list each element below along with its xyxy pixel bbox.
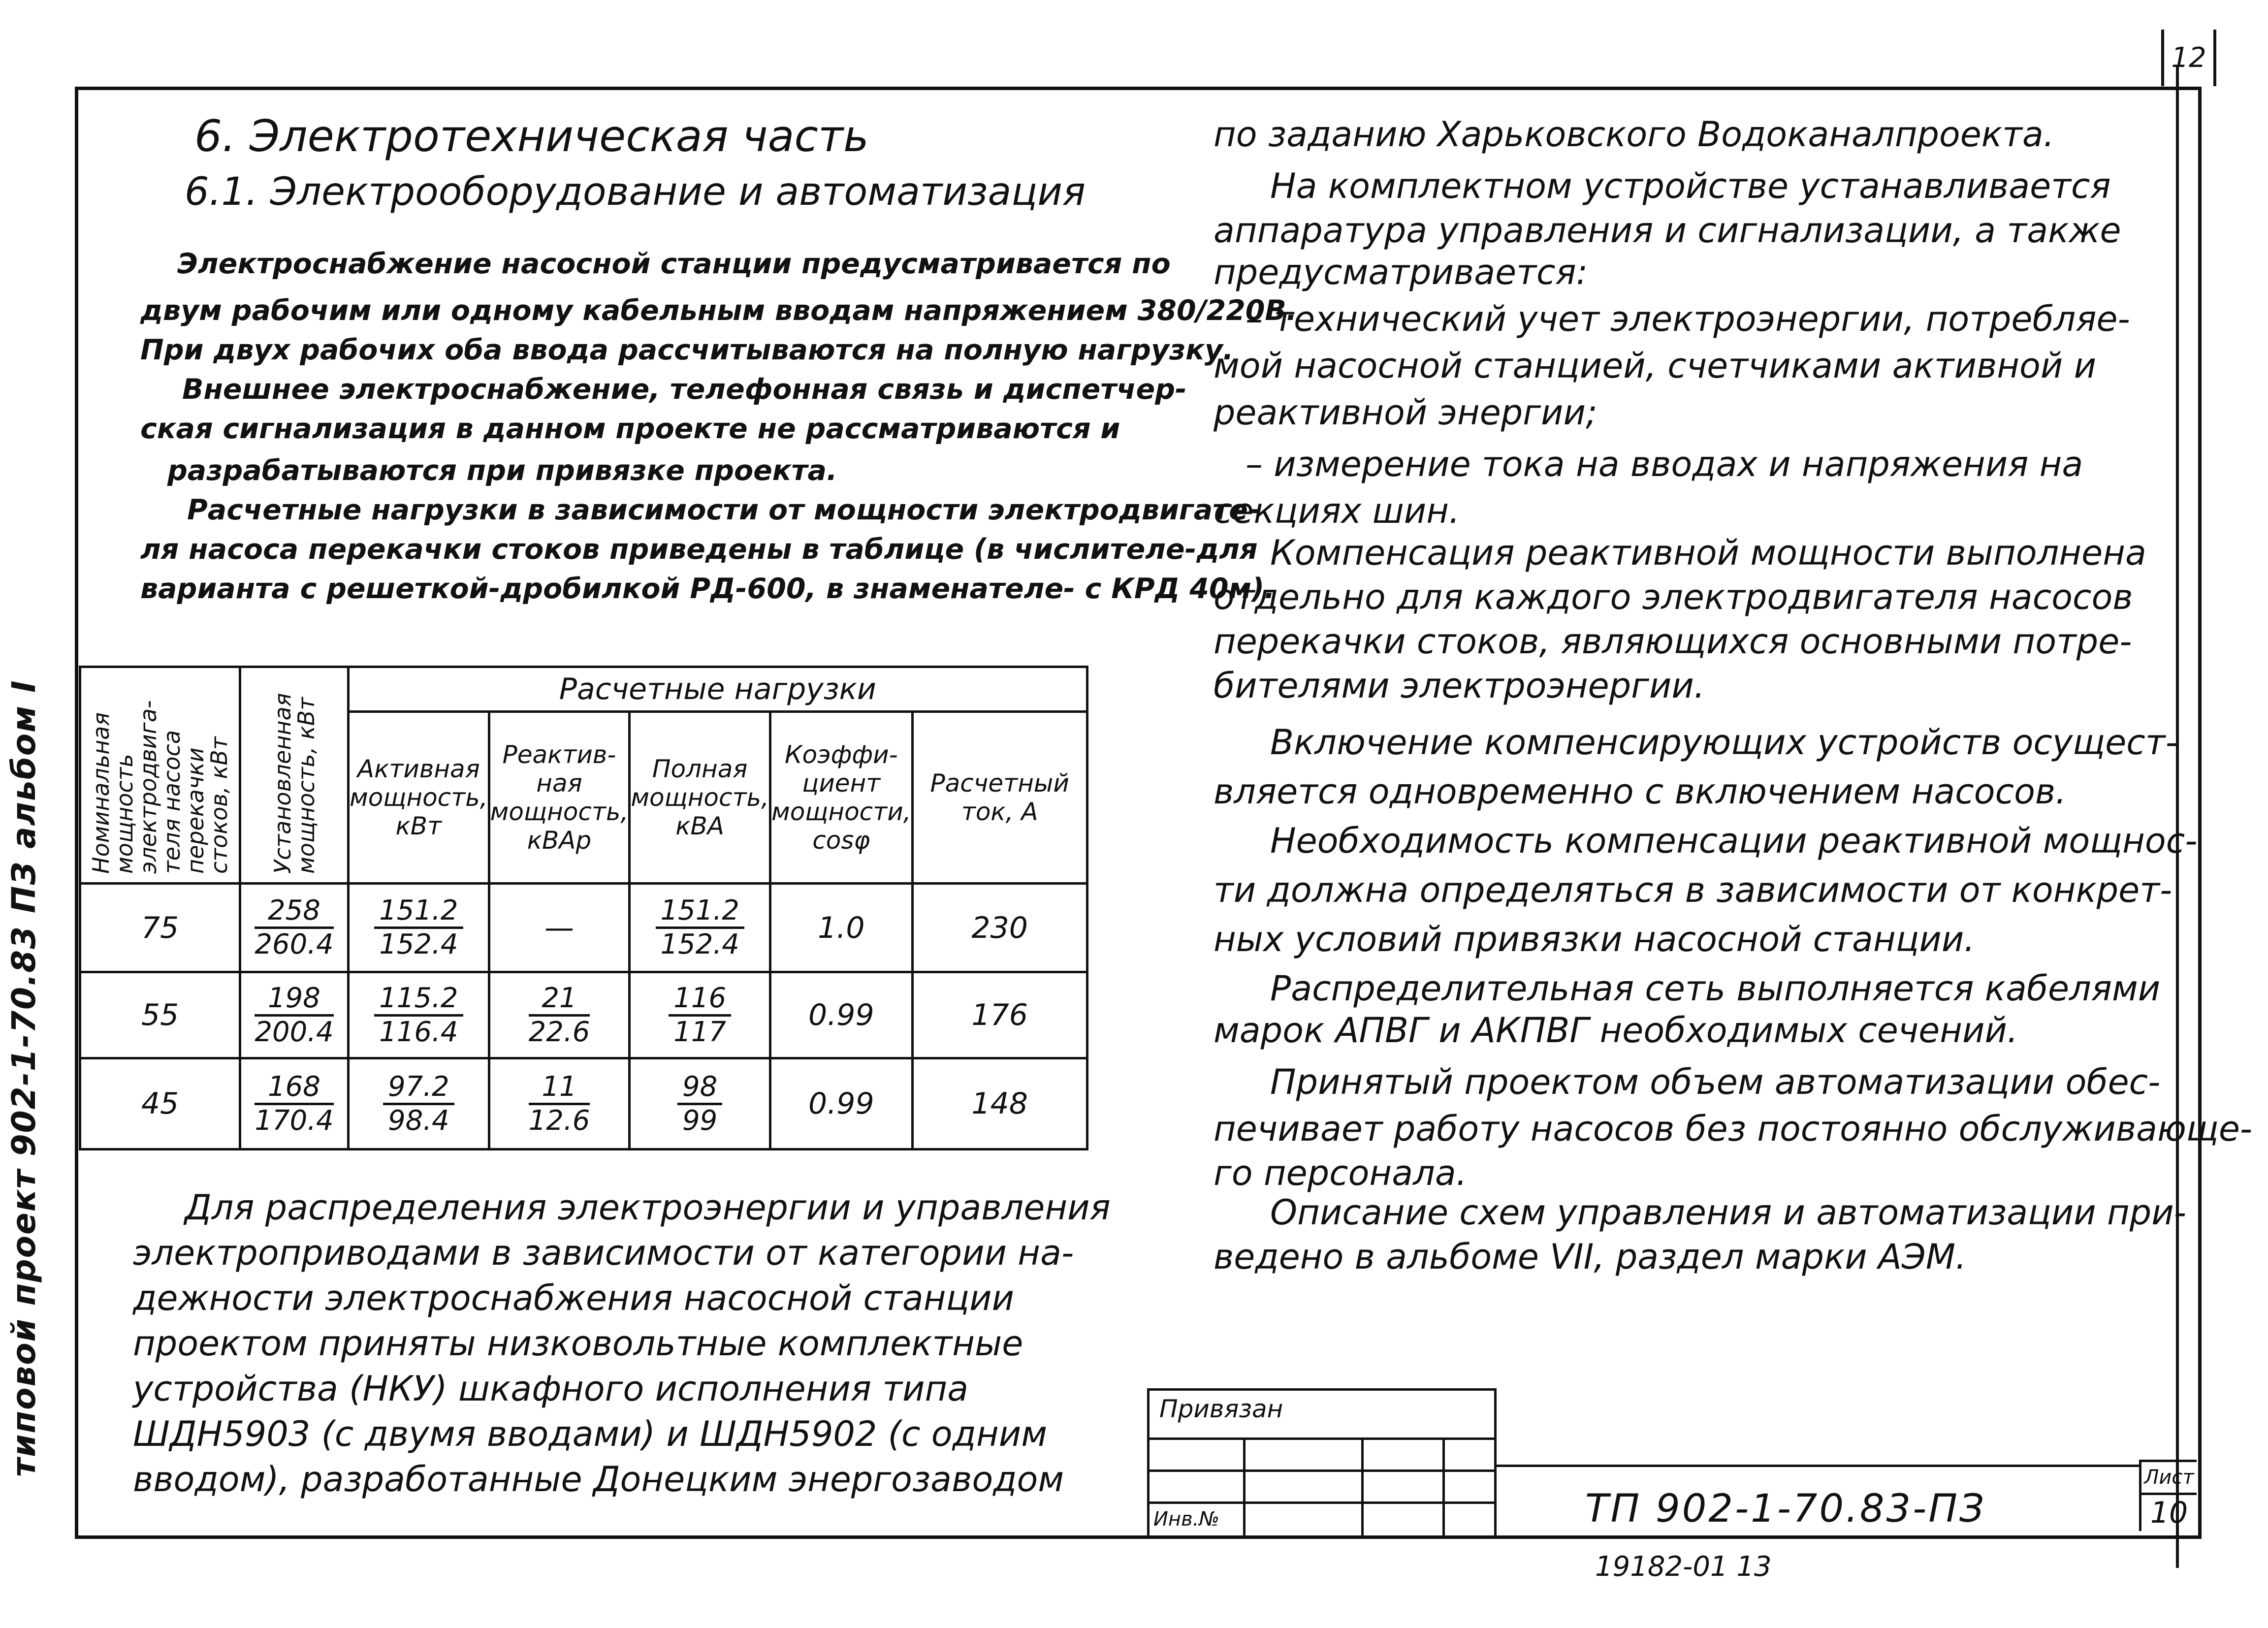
- sheet-label: Лист: [2141, 1462, 2197, 1495]
- left-bottom-line-1: Для распределения электроэнергии и управления: [185, 1187, 1111, 1228]
- active-cell: [349, 1058, 489, 1149]
- left-line-7: Расчетные нагрузки в зависимости от мощности электродвигате-: [187, 494, 1260, 526]
- numerator: 21: [529, 983, 590, 1017]
- table-row: [80, 884, 1087, 972]
- right-line-22: печивает работу насосов без постоянно обслуживающе-: [1214, 1109, 2253, 1149]
- right-line-24: Описание схем управления и автоматизации при-: [1270, 1192, 2186, 1233]
- col-header-active: Активная мощность, кВт: [349, 712, 489, 884]
- current-cell: 176: [912, 972, 1087, 1058]
- right-line-10: Компенсация реактивной мощности выполнена: [1270, 533, 2146, 573]
- right-line-6: мой насосной станцией, счетчиками активной и: [1214, 346, 2097, 386]
- denominator: 22.6: [528, 1016, 590, 1048]
- col-header-current: Расчетный ток, А: [912, 712, 1087, 884]
- numerator: 11: [529, 1071, 590, 1105]
- right-line-18: ных условий привязки насосной станции.: [1214, 919, 1975, 959]
- denominator: 152.4: [379, 928, 458, 960]
- left-line-8: ля насоса перекачки стоков приведены в таблице (в числителе-для: [140, 533, 1258, 566]
- numerator: 198: [255, 983, 333, 1017]
- denominator: 98.4: [387, 1104, 449, 1137]
- left-line-2: двум рабочим или одному кабельным вводам напряжением 380/220В.: [140, 294, 1297, 327]
- left-bottom-line-3: дежности электроснабжения насосной станции: [133, 1278, 1015, 1318]
- section-heading: 6. Электротехническая часть: [194, 111, 869, 161]
- nominal-cell: 55: [80, 972, 240, 1058]
- current-cell: 230: [912, 884, 1087, 972]
- full-cell: [630, 1058, 770, 1149]
- left-bottom-line-7: вводом), разработанные Донецким энергозаводом: [133, 1459, 1064, 1500]
- numerator: 98: [677, 1071, 722, 1105]
- col-header-installed: Установленная мощность, кВт: [240, 667, 349, 884]
- denominator: 170.4: [255, 1104, 334, 1137]
- right-line-5: – технический учет электроэнергии, потребляе-: [1246, 299, 2130, 339]
- denominator: 200.4: [255, 1016, 334, 1048]
- current-cell: 148: [912, 1058, 1087, 1149]
- denominator: 152.4: [660, 928, 739, 960]
- numerator: 258: [255, 895, 333, 929]
- inventory-label: Инв.№: [1153, 1508, 1219, 1531]
- cos-cell: 0.99: [770, 972, 913, 1058]
- page-number: 12: [2161, 30, 2216, 86]
- numerator: 116: [669, 983, 731, 1017]
- left-line-6: разрабатываются при привязке проекта.: [167, 454, 837, 487]
- denominator: 99: [682, 1104, 718, 1137]
- left-line-1: Электроснабжение насосной станции предусматривается по: [177, 248, 1171, 280]
- right-line-4: предусматривается:: [1214, 252, 1588, 292]
- right-line-3: аппаратура управления и сигнализации, а также: [1214, 210, 2121, 251]
- installed-cell: [240, 972, 349, 1058]
- numerator: 97.2: [383, 1071, 454, 1105]
- left-bottom-line-6: ШДН5903 (с двумя вводами) и ШДН5902 (с одним: [133, 1414, 1048, 1454]
- numerator: 151.2: [374, 895, 463, 929]
- right-line-23: го персонала.: [1214, 1153, 1467, 1193]
- loads-table: [79, 666, 1088, 1150]
- right-line-2: На комплектном устройстве устанавливается: [1270, 166, 2111, 206]
- stamp-label: Привязан: [1159, 1395, 1283, 1423]
- right-line-15: вляется одновременно с включением насосов.: [1214, 771, 2067, 812]
- nominal-cell: 45: [80, 1058, 240, 1149]
- right-line-9: секциях шин.: [1214, 491, 1460, 531]
- right-line-1: по заданию Харьковского Водоканалпроекта.: [1214, 114, 2054, 155]
- right-line-14: Включение компенсирующих устройств осущест-: [1270, 722, 2178, 763]
- right-line-7: реактивной энергии;: [1214, 392, 1597, 433]
- left-bottom-line-5: устройства (НКУ) шкафного исполнения типа: [133, 1369, 969, 1409]
- cos-cell: 1.0: [770, 884, 913, 972]
- full-cell: [630, 972, 770, 1058]
- denominator: 116.4: [379, 1016, 458, 1048]
- denominator: 117: [673, 1016, 727, 1048]
- left-bottom-line-4: проектом приняты низковольтные комплектные: [133, 1323, 1023, 1364]
- right-line-8: – измерение тока на вводах и напряжения на: [1246, 444, 2083, 484]
- numerator: 168: [255, 1071, 333, 1105]
- left-line-9: варианта с решеткой-дробилкой РД-600, в знаменателе- с КРД 40м).: [140, 573, 1275, 605]
- denominator: 260.4: [255, 928, 334, 960]
- right-line-11: отдельно для каждого электродвигателя насосов: [1214, 577, 2133, 617]
- denominator: 12.6: [528, 1104, 590, 1137]
- sheet-box: [2139, 1460, 2197, 1531]
- cos-cell: 0.99: [770, 1058, 913, 1149]
- right-line-19: Распределительная сеть выполняется кабелями: [1270, 968, 2161, 1009]
- nominal-cell: 75: [80, 884, 240, 972]
- left-line-5: ская сигнализация в данном проекте не рассматриваются и: [140, 413, 1120, 445]
- title-block-line: [1497, 1465, 2141, 1467]
- right-line-13: бителями электроэнергии.: [1214, 666, 1705, 706]
- left-line-4: Внешнее электроснабжение, телефонная связь и диспетчер-: [182, 373, 1187, 406]
- side-album-text: типовой проект 902-1-70.83 ПЗ альбом I: [5, 679, 43, 1477]
- col-header-nominal: Номинальная мощность электродвига- теля насоса перекачки стоков, кВт: [80, 667, 240, 884]
- document-code: ТП 902-1-70.83-ПЗ: [1585, 1487, 1986, 1531]
- sheet-number: 10: [2150, 1496, 2188, 1530]
- reactive-cell: [489, 972, 630, 1058]
- right-line-21: Принятый проектом объем автоматизации обес-: [1270, 1062, 2161, 1102]
- left-bottom-line-2: электроприводами в зависимости от категории на-: [133, 1233, 1074, 1273]
- col-header-full: Полная мощность, кВА: [630, 712, 770, 884]
- right-line-12: перекачки стоков, являющихся основными потре-: [1214, 621, 2132, 662]
- right-line-16: Необходимость компенсации реактивной мощнос-: [1270, 821, 2198, 861]
- col-header-cos: Коэффи- циент мощности, cosφ: [770, 712, 913, 884]
- binding-stamp: [1147, 1388, 1497, 1539]
- right-line-25: ведено в альбоме VII, раздел марки АЭМ.: [1214, 1237, 1967, 1277]
- full-cell: [630, 884, 770, 972]
- right-line-17: ти должна определяться в зависимости от конкрет-: [1214, 870, 2172, 910]
- left-line-3: При двух рабочих оба ввода рассчитываются на полную нагрузку.: [140, 334, 1234, 366]
- table-row: [80, 1058, 1087, 1149]
- reactive-cell: —: [489, 884, 630, 972]
- active-cell: [349, 884, 489, 972]
- subsection-heading: 6.1. Электрооборудование и автоматизация: [185, 170, 1086, 214]
- numerator: 151.2: [656, 895, 744, 929]
- right-line-20: марок АПВГ и АКПВГ необходимых сечений.: [1214, 1010, 2018, 1051]
- installed-cell: [240, 884, 349, 972]
- reactive-cell: [489, 1058, 630, 1149]
- numerator: 115.2: [374, 983, 463, 1017]
- col-header-reactive: Реактив- ная мощность, кВАр: [489, 712, 630, 884]
- table-row: [80, 972, 1087, 1058]
- archive-number: 19182-01 13: [1595, 1551, 1772, 1583]
- active-cell: [349, 972, 489, 1058]
- group-header: Расчетные нагрузки: [349, 667, 1087, 712]
- installed-cell: [240, 1058, 349, 1149]
